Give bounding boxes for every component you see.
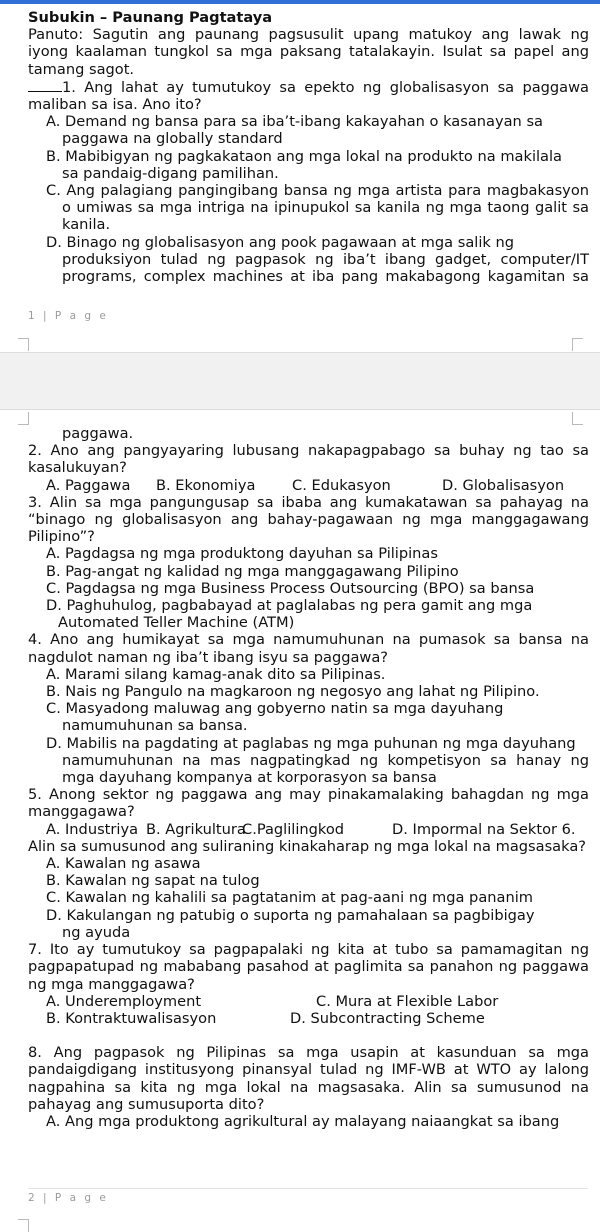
q1-option-a: paggawa na globally standard xyxy=(62,130,283,148)
q1-option-c: o umiwas sa mga intriga na ipinupukol sa kanila ng mga taong galit sa xyxy=(62,199,589,217)
crop-mark xyxy=(18,1219,29,1232)
q2-option-c: C. Edukasyon xyxy=(292,476,391,494)
question-5-stem: manggagawa? xyxy=(28,803,135,821)
question-8-stem: pandaigdigang institusyong pinansyal tulad ng IMF-WB at WTO ay lalong xyxy=(28,1061,589,1079)
q7-options-row-2 xyxy=(28,1010,589,1027)
q8-option-a: A. Ang mga produktong agrikultural ay malayang naiaangkat sa ibang xyxy=(46,1112,560,1130)
q2-option-b: B. Ekonomiya xyxy=(156,476,256,494)
question-2-stem: kasalukuyan? xyxy=(28,459,127,477)
answer-blank[interactable] xyxy=(28,78,62,92)
question-7-stem: ng mga manggagawa? xyxy=(28,975,195,993)
question-1-stem: maliban sa isa. Ano ito? xyxy=(28,96,202,114)
directions-line: iyong kaalaman tungkol sa mga paksang tatalakayin. Isulat sa papel ang xyxy=(28,43,589,61)
q6-option-d: ng ayuda xyxy=(62,923,131,941)
question-6-stem: Alin sa sumusunod ang suliraning kinakaharap ng mga lokal na magsasaka? xyxy=(28,837,587,855)
q3-option-a: A. Pagdagsa ng mga produktong dayuhan sa Pilipinas xyxy=(46,545,438,563)
q5-options xyxy=(28,821,589,838)
q1-option-b: B. Mabibigyan ng pagkakataon ang mga lokal na produkto na makilala xyxy=(46,147,562,165)
q2-option-d: D. Globalisasyon xyxy=(442,476,565,494)
separator-line xyxy=(0,352,600,353)
question-3-stem: 3. Alin sa mga pangungusap sa ibaba ang kumakatawan sa pahayag na xyxy=(28,493,589,511)
q5-option-c: C.Paglilingkod xyxy=(242,820,345,838)
q1-option-c: kanila. xyxy=(62,216,111,234)
directions-line: tamang sagot. xyxy=(28,60,135,78)
q6-option-b: B. Kawalan ng sapat na tulog xyxy=(46,872,260,890)
question-3-stem: “binago ng globalisasyon ang bahay-pagawaan ng mga manggagawang xyxy=(28,511,589,529)
q5-option-d: D. Impormal na Sektor 6. xyxy=(392,820,576,838)
q1-option-a: A. Demand ng bansa para sa iba’t-ibang kakayahan o kasanayan sa xyxy=(46,113,543,131)
q5-option-a: A. Industriya xyxy=(46,820,139,838)
document-page-2 xyxy=(0,410,600,1232)
q4-option-b: B. Nais ng Pangulo na magkaroon ng negosyo ang lahat ng Pilipino. xyxy=(46,683,540,701)
q3-option-d: D. Paghuhulog, pagbabayad at paglalabas ng pera gamit ang mga xyxy=(46,597,533,615)
directions-line: Panuto: Sagutin ang paunang pagsusulit upang matukoy ang lawak ng xyxy=(28,26,589,44)
q1-option-d: programs, complex machines at iba pang makabagong kagamitan sa xyxy=(62,268,589,286)
document-page-1 xyxy=(0,4,600,352)
q4-option-d: mga dayuhang kompanya at korporasyon sa bansa xyxy=(62,769,437,787)
crop-mark xyxy=(572,338,583,351)
q1-option-b: sa pandaig-digang pamilihan. xyxy=(62,164,279,182)
question-3-stem: Pilipino”? xyxy=(28,528,95,546)
question-2-stem: 2. Ano ang pangyayaring lubusang nakapagpabago sa buhay ng tao sa xyxy=(28,442,589,460)
page-title: Subukin – Paunang Pagtataya xyxy=(28,9,273,26)
page-number: 2 | P a g e xyxy=(28,1192,109,1204)
question-8-stem: pahayag ang sumusuporta dito? xyxy=(28,1095,265,1113)
question-5-stem: 5. Anong sektor ng paggawa ang may pinakamalaking bahagdan ng mga xyxy=(28,786,589,804)
q4-option-d: D. Mabilis na pagdating at paglabas ng mga puhunan ng mga dayuhang xyxy=(46,734,576,752)
q3-option-d: Automated Teller Machine (ATM) xyxy=(58,614,295,632)
q4-option-d: namumuhunan na mas nagpatingkad ng kompetisyon sa hanay ng xyxy=(62,751,589,769)
q7-options-row-1 xyxy=(28,993,589,1010)
q7-option-a: A. Underemployment xyxy=(46,992,202,1010)
q5-option-b: B. Agrikultura xyxy=(146,820,246,838)
q1-option-d: D. Binago ng globalisasyon ang pook pagawaan at mga salik ng xyxy=(46,233,514,251)
question-7-stem: 7. Ito ay tumutukoy sa pagpapalaki ng kita at tubo sa pamamagitan ng xyxy=(28,941,589,959)
q2-option-a: A. Paggawa xyxy=(46,476,131,494)
page-number: 1 | P a g e xyxy=(28,310,109,322)
question-7-stem: pagpapatupad ng mababang pasahod at paglimita sa panahon ng paggawa xyxy=(28,958,589,976)
q4-option-a: A. Marami silang kamag-anak dito sa Pilipinas. xyxy=(46,665,386,683)
q6-option-a: A. Kawalan ng asawa xyxy=(46,855,201,873)
crop-mark xyxy=(18,338,29,351)
question-4-stem: 4. Ano ang humikayat sa mga namumuhunan na pumasok sa bansa na xyxy=(28,631,589,649)
q7-option-c: C. Mura at Flexible Labor xyxy=(316,992,499,1010)
q7-option-b: B. Kontraktuwalisasyon xyxy=(46,1009,217,1027)
question-4-stem: nagdulot naman ng iba’t ibang isyu sa paggawa? xyxy=(28,648,389,666)
q7-option-d: D. Subcontracting Scheme xyxy=(290,1009,485,1027)
question-8-stem: nagpahina sa kita ng mga lokal na magsasaka. Alin sa sumusunod na xyxy=(28,1078,589,1096)
q6-option-d: D. Kakulangan ng patubig o suporta ng pamahalaan sa pagbibigay xyxy=(46,906,535,924)
q3-option-c: C. Pagdagsa ng mga Business Process Outsourcing (BPO) sa bansa xyxy=(46,579,535,597)
footer-rule xyxy=(28,1188,588,1189)
q1-option-d-continued: paggawa. xyxy=(62,425,134,442)
page-separator xyxy=(0,352,600,410)
question-1-stem: 1. Ang lahat ay tumutukoy sa epekto ng globalisasyon sa paggawa xyxy=(28,78,589,96)
q1-option-c: C. Ang palagiang pangingibang bansa ng mga artista para magbakasyon xyxy=(46,182,589,200)
q3-option-b: B. Pag-angat ng kalidad ng mga manggagawang Pilipino xyxy=(46,562,459,580)
q6-option-c: C. Kawalan ng kahalili sa pagtatanim at pag-aani ng mga pananim xyxy=(46,889,533,907)
q1-option-d: produksiyon tulad ng pagpasok ng iba’t ibang gadget, computer/IT xyxy=(62,250,589,268)
q4-option-c: C. Masyadong maluwag ang gobyerno natin sa mga dayuhang xyxy=(46,700,504,718)
crop-mark xyxy=(572,412,583,425)
q2-options xyxy=(28,477,589,494)
q4-option-c: namumuhunan sa bansa. xyxy=(62,717,248,735)
question-8-stem: 8. Ang pagpasok ng Pilipinas sa mga usapin at kasunduan sa mga xyxy=(28,1044,589,1062)
crop-mark xyxy=(18,412,29,425)
